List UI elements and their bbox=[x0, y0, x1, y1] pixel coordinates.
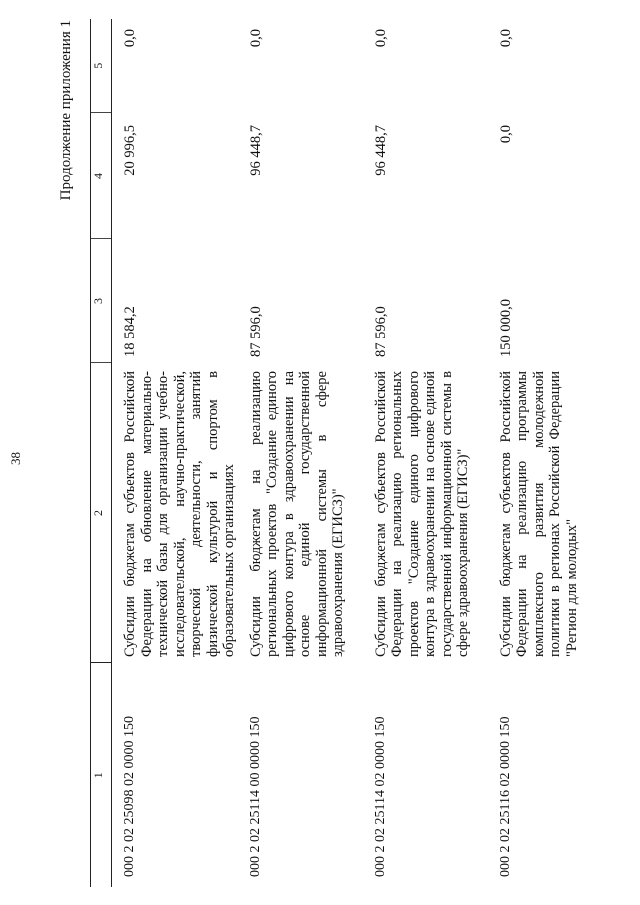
description-cell: Субсидии бюджетам субъектов Российской Федерации на реализацию региональных проектов "Создание единого цифрового контура в здравоохранении на основе единой государственной информационной системы в сфере здравоохранения (ЕГИСЗ)" bbox=[372, 371, 471, 657]
table-row bbox=[488, 19, 618, 887]
budget-table bbox=[90, 19, 618, 887]
amount-col5: 0,0 bbox=[372, 29, 389, 48]
amount-col3: 87 596,0 bbox=[247, 306, 264, 357]
amount-col5: 0,0 bbox=[247, 29, 264, 48]
amount-col3: 87 596,0 bbox=[372, 306, 389, 357]
column-header: 5 bbox=[91, 19, 112, 113]
page-number: 38 bbox=[8, 452, 23, 465]
description-cell: Субсидии бюджетам на реализацию региональных проектов "Создание единого цифрового контура в здравоохранении на основе единой государственной информационной системы в сфере здравоохранения (ЕГИСЗ)" bbox=[247, 371, 346, 657]
column-header: 2 bbox=[91, 363, 112, 663]
table-row bbox=[363, 19, 488, 887]
budget-code: 000 2 02 25098 02 0000 150 bbox=[122, 716, 137, 877]
table-row bbox=[112, 19, 238, 887]
budget-code: 000 2 02 25114 00 0000 150 bbox=[247, 716, 263, 877]
budget-code: 000 2 02 25116 02 0000 150 bbox=[497, 716, 513, 877]
amount-col4: 0,0 bbox=[497, 125, 514, 144]
amount-col3: 150 000,0 bbox=[497, 299, 514, 357]
amount-col4: 96 448,7 bbox=[247, 125, 264, 176]
appendix-continuation-label: Продолжение приложения 1 bbox=[58, 20, 74, 201]
description-cell: Субсидии бюджетам субъектов Российской Федерации на обновление материально-технической базы для организации учебно-исследовательской, научно-практической, творческой деятельности, занятий физической культурой и спортом в образовательных организациях bbox=[122, 371, 237, 657]
table-header-row bbox=[91, 19, 112, 887]
amount-col3: 18 584,2 bbox=[122, 306, 138, 357]
column-header: 4 bbox=[91, 113, 112, 239]
budget-code: 000 2 02 25114 02 0000 150 bbox=[372, 716, 388, 877]
amount-col4: 20 996,5 bbox=[122, 125, 138, 176]
description-cell: Субсидии бюджетам субъектов Российской Федерации на реализацию программы комплексного развития молодежной политики в регионах Российской Федерации "Регион для молодых" bbox=[497, 371, 580, 657]
column-header: 1 bbox=[91, 663, 112, 887]
amount-col4: 96 448,7 bbox=[372, 125, 389, 176]
amount-col5: 0,0 bbox=[497, 29, 514, 48]
amount-col5: 0,0 bbox=[122, 29, 138, 48]
column-header: 3 bbox=[91, 239, 112, 363]
table-row bbox=[238, 19, 363, 887]
